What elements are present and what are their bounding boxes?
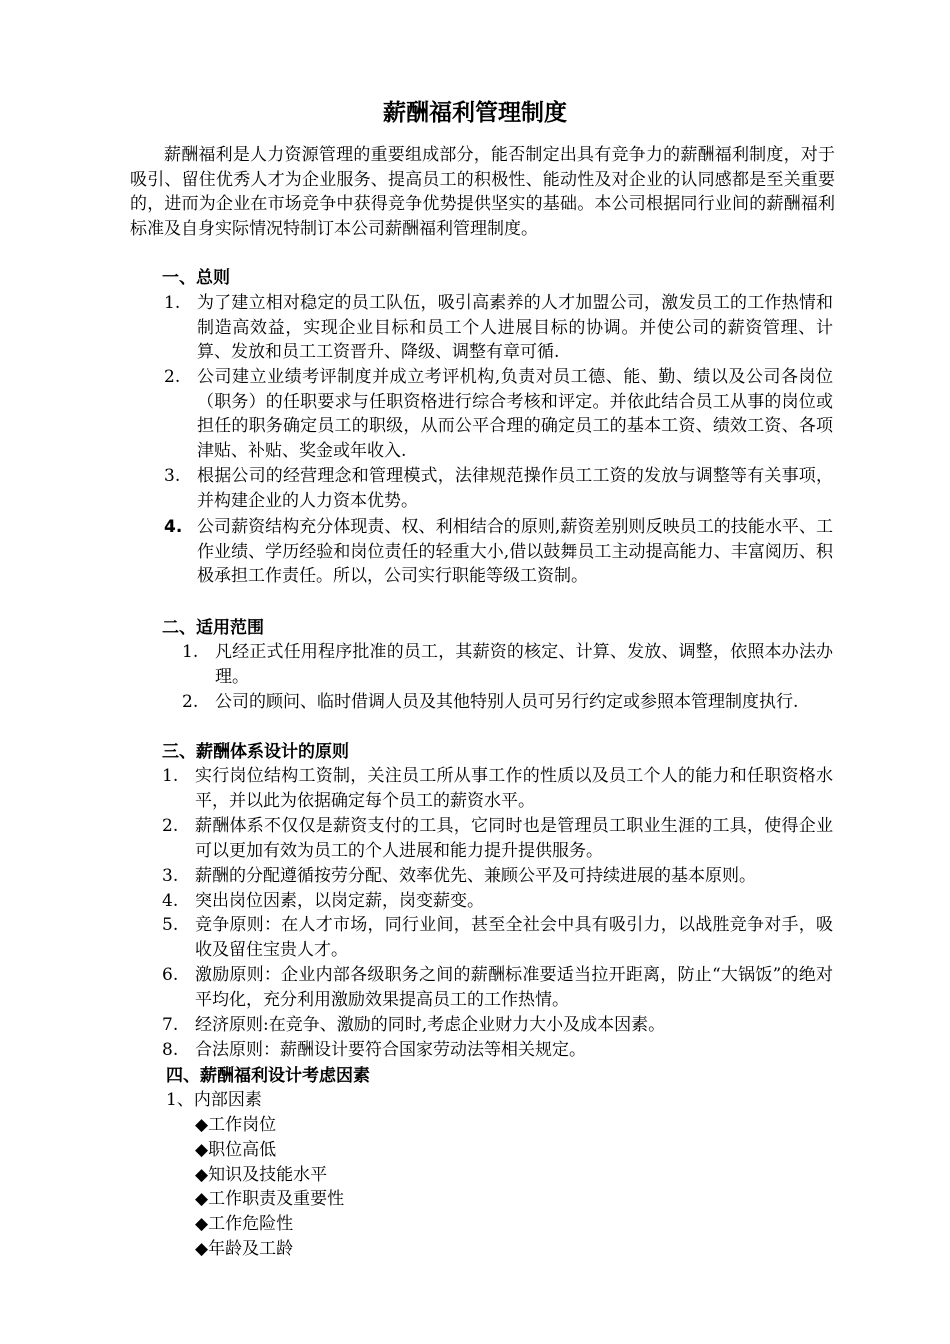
list-item (162, 814, 833, 863)
list-item-text: 公司的顾问、临时借调人员及其他特别人员可另行约定或参照本管理制度执行. (215, 692, 799, 712)
bullet-item: ◆知识及技能水平 (195, 1165, 328, 1185)
bullet-item: ◆职位高低 (195, 1140, 277, 1160)
list-item-number: 3. (164, 466, 181, 486)
list-item-text: 激励原则：企业内部各级职务之间的薪酬标准要适当拉开距离，防止“大锅饭”的绝对平均化，充分利用激励效果提高员工的工作热情。 (195, 965, 833, 1010)
list-item (162, 764, 833, 813)
list-item-number: 8. (162, 1040, 179, 1060)
list-item-text: 凡经正式任用程序批准的员工，其薪资的核定、计算、发放、调整，依照本办法办理。 (215, 642, 833, 687)
list-item (182, 690, 833, 715)
list-item (162, 1013, 833, 1038)
list-item-number: 1. (164, 293, 181, 313)
list-item-text: 公司薪资结构充分体现责、权、利相结合的原则,薪资差别则反映员工的技能水平、工作业绩、学历经验和岗位责任的轻重大小,借以鼓舞员工主动提高能力、丰富阅历、积极承担工作责任。所以，公司实行职能等级工资制。 (197, 517, 833, 587)
list-item-number: 2. (182, 692, 199, 712)
list-item (162, 864, 833, 889)
list-item-text: 薪酬体系不仅仅是薪资支付的工具，它同时也是管理员工职业生涯的工具，使得企业可以更加有效为员工的个人进展和能力提升提供服务。 (195, 816, 833, 861)
section-heading-principles: 三、薪酬体系设计的原则 (162, 742, 349, 762)
list-item (162, 889, 833, 914)
list-item-text: 实行岗位结构工资制，关注员工所从事工作的性质以及员工个人的能力和任职资格水平，并以此为依据确定每个员工的薪资水平。 (195, 766, 833, 811)
bullet-item: ◆工作危险性 (195, 1214, 294, 1234)
list-item-number: 4. (162, 891, 179, 911)
section-heading-scope: 二、适用范围 (162, 618, 264, 638)
list-item-text: 公司建立业绩考评制度并成立考评机构,负责对员工德、能、勤、绩以及公司各岗位（职务）的任职要求与任职资格进行综合考核和评定。并依此结合员工从事的岗位或担任的职务确定员工的职级，从而公平合理的确定员工的基本工资、绩效工资、各项津贴、补贴、奖金或年收入. (197, 367, 833, 461)
list-item (164, 365, 833, 463)
bullet-item: ◆年龄及工龄 (195, 1239, 294, 1259)
list-item-number: 7. (162, 1015, 179, 1035)
list-item-number: 3. (162, 866, 179, 886)
intro-paragraph: 薪酬福利是人力资源管理的重要组成部分，能否制定出具有竞争力的薪酬福利制度，对于吸引、留住优秀人才为企业服务、提高员工的积极性、能动性及对企业的认同感都是至关重要的，进而为企业在市场竞争中获得竞争优势提供坚实的基础。本公司根据同行业间的薪酬福利标准及自身实际情况特制订本公司薪酬福利管理制度。 (130, 145, 835, 239)
list-item-number: 6. (162, 965, 179, 985)
list-item (164, 291, 833, 365)
list-item-number: 2. (164, 367, 181, 387)
list-item-number: 4. (164, 517, 183, 537)
list-item-text: 为了建立相对稳定的员工队伍，吸引高素养的人才加盟公司，激发员工的工作热情和制造高效益，实现企业目标和员工个人进展目标的协调。并使公司的薪资管理、计算、发放和员工工资晋升、降级、调整有章可循. (197, 293, 833, 363)
list-item (182, 640, 833, 689)
list-item-number: 5. (162, 915, 179, 935)
list-item (162, 963, 833, 1012)
list-item (162, 913, 833, 962)
section-heading-factors: 四、薪酬福利设计考虑因素 (166, 1066, 370, 1086)
list-item-number: 1. (182, 642, 199, 662)
bullet-item: ◆工作职责及重要性 (195, 1189, 345, 1209)
list-item-text: 竞争原则：在人才市场，同行业间，甚至全社会中具有吸引力，以战胜竞争对手，吸收及留住宝贵人才。 (195, 915, 833, 960)
list-item (162, 1038, 833, 1063)
list-item (164, 515, 833, 589)
section-heading-general: 一、总则 (162, 268, 230, 288)
list-item-text: 根据公司的经营理念和管理模式，法律规范操作员工工资的发放与调整等有关事项，并构建企业的人力资本优势。 (197, 466, 833, 511)
document-title: 薪酬福利管理制度 (383, 100, 567, 126)
list-item-text: 经济原则:在竞争、激励的同时,考虑企业财力大小及成本因素。 (195, 1015, 666, 1035)
sub-heading-internal-factors: 1、内部因素 (166, 1090, 262, 1110)
list-item-number: 1. (162, 766, 179, 786)
list-item-text: 薪酬的分配遵循按劳分配、效率优先、兼顾公平及可持续进展的基本原则。 (195, 866, 756, 886)
list-item-text: 合法原则：薪酬设计要符合国家劳动法等相关规定。 (195, 1040, 586, 1060)
list-item (164, 464, 833, 513)
list-item-number: 2. (162, 816, 179, 836)
bullet-item: ◆工作岗位 (195, 1115, 277, 1135)
list-item-text: 突出岗位因素，以岗定薪，岗变薪变。 (195, 891, 484, 911)
